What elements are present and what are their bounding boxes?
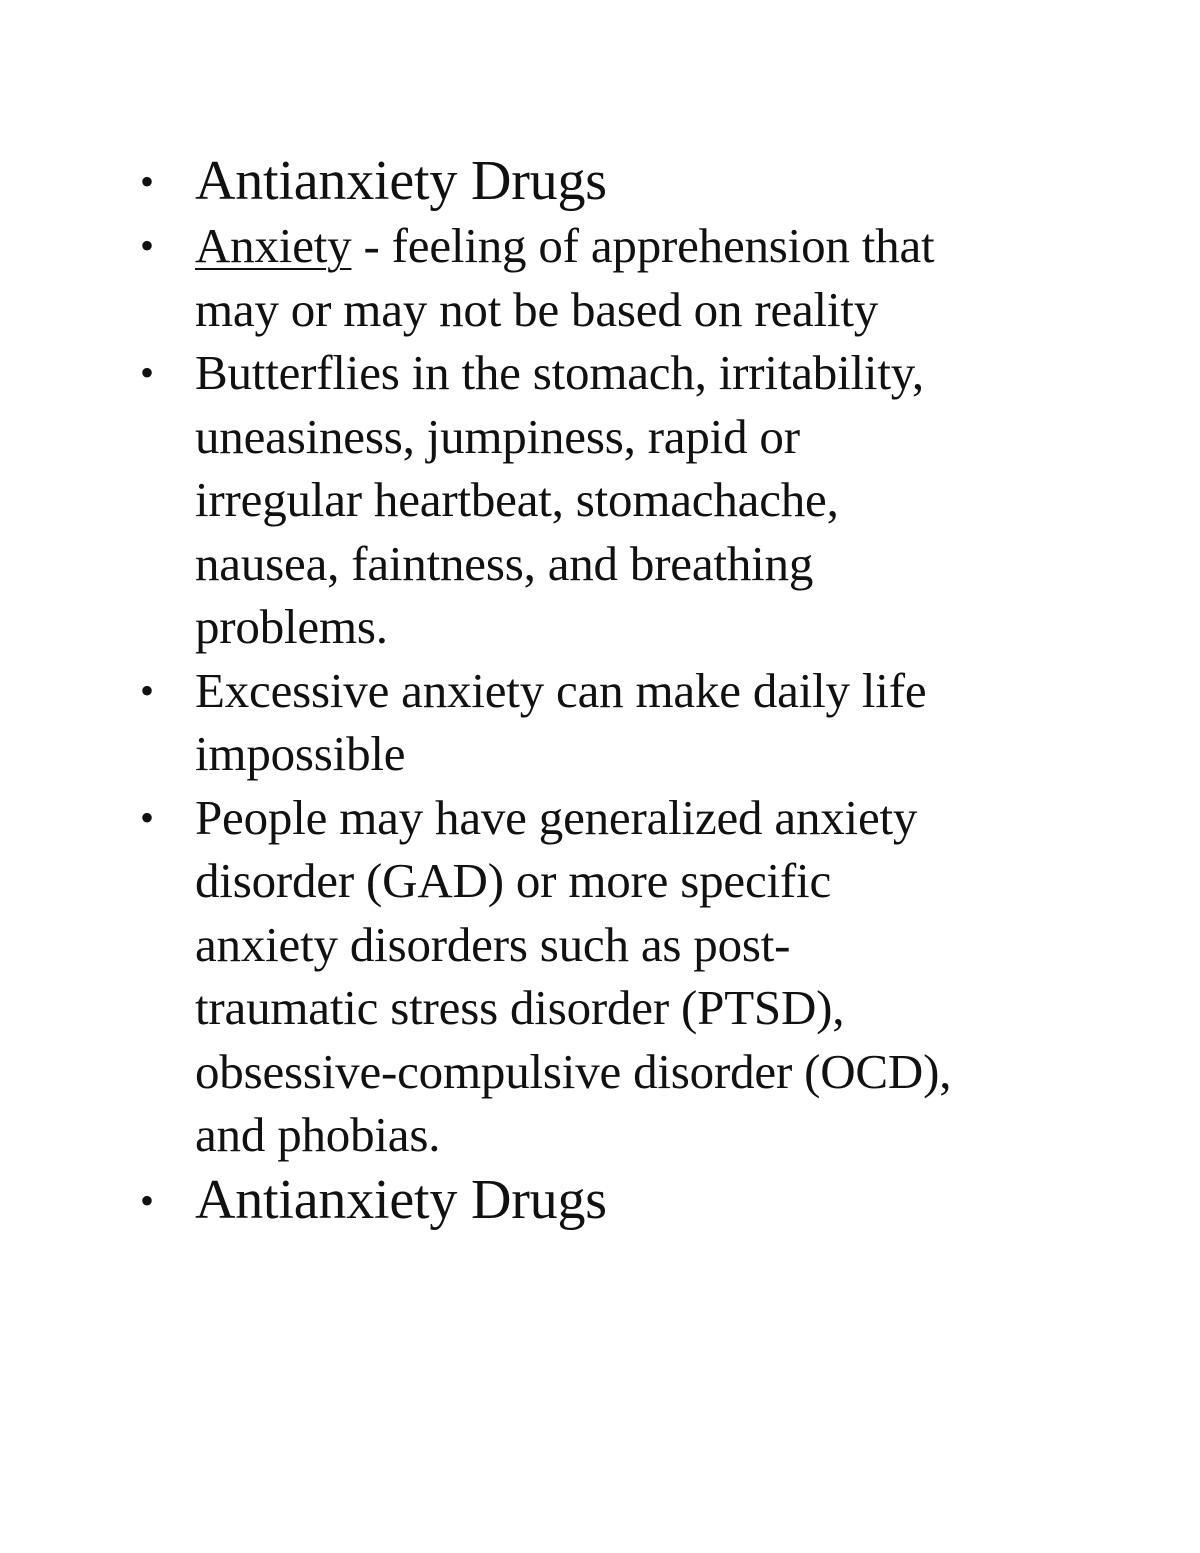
bullet-item-anxiety-definition [140,214,1080,341]
bullet-dot: • [140,223,154,268]
bullet-list [140,148,1080,1233]
text-line: impossible [195,726,406,781]
text-line: may or may not be based on reality [195,281,879,337]
text-line: and phobias. [195,1107,441,1162]
text-line: obsessive-compulsive disorder (OCD), [195,1043,952,1099]
bullet-item-excessive-anxiety [140,659,1080,786]
bullet-item-symptoms [140,341,1080,659]
bullet-item-heading-bottom [140,1167,1080,1233]
term-anxiety: Anxiety [195,218,352,273]
bullet-dot: • [140,350,154,395]
text-line: nausea, faintness, and breathing [195,535,814,591]
definition-first-line-rest: - feeling of apprehension that [351,218,935,273]
text-line: problems. [195,599,388,654]
heading-text: Antianxiety Drugs [195,150,607,212]
bullet-dot: • [140,667,154,713]
text-line: disorder (GAD) or more specific [195,853,832,908]
text-line: irregular heartbeat, stomachache, [195,472,839,527]
text-line: anxiety disorders such as post- [195,916,791,972]
bullet-item-disorders [140,786,1080,1167]
text-line: Excessive anxiety can make daily life [195,662,927,718]
bullet-dot: • [140,794,154,840]
text-line: Butterflies in the stomach, irritability, [195,345,924,400]
bullet-dot: • [140,159,154,204]
text-line: People may have generalized anxiety [195,789,918,845]
heading-text: Antianxiety Drugs [195,1168,607,1231]
bullet-dot: • [140,1177,154,1223]
text-line: traumatic stress disorder (PTSD), [195,980,845,1035]
bullet-item-heading-top [140,148,1080,214]
text-line: uneasiness, jumpiness, rapid or [195,408,800,464]
definition-first-line [195,214,1080,278]
